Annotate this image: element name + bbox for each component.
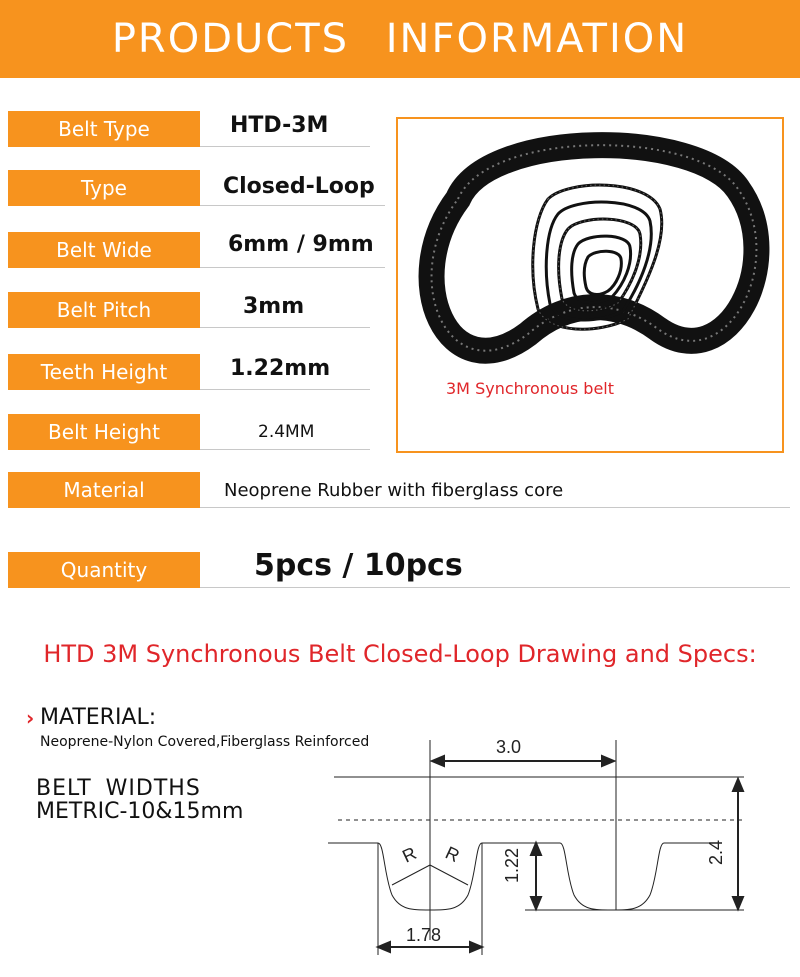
belt-widths-heading: BELT WIDTHS [36, 776, 201, 801]
header-banner [0, 0, 800, 78]
dim-total-height-label: 2.4 [706, 839, 726, 865]
spec-divider [200, 146, 370, 147]
dim-tooth-height-label: 1.22 [502, 847, 522, 883]
spec-label: Belt Height [8, 414, 200, 450]
spec-value: 2.4MM [258, 422, 315, 442]
page-title: PRODUCTS INFORMATION [111, 16, 689, 62]
product-photo-frame [396, 117, 784, 453]
spec-label: Type [8, 170, 200, 206]
belt-widths-metric: METRIC-10&15mm [36, 799, 244, 824]
spec-value: HTD-3M [230, 113, 329, 138]
radius-label-right: R [442, 842, 463, 867]
spec-label: Belt Pitch [8, 292, 200, 328]
spec-label: Quantity [8, 552, 200, 588]
dim-pitch-label: 3.0 [496, 737, 522, 757]
spec-value: 5pcs / 10pcs [254, 548, 463, 583]
material-heading: MATERIAL: [40, 705, 157, 730]
drawing-section-title: HTD 3M Synchronous Belt Closed-Loop Drawing and Specs: [43, 640, 757, 668]
material-description: Neoprene-Nylon Covered,Fiberglass Reinforced [40, 734, 370, 750]
spec-label: Belt Wide [8, 232, 200, 268]
spec-value: Neoprene Rubber with fiberglass core [224, 480, 564, 501]
chevron-right-icon: › [26, 706, 35, 730]
spec-label: Teeth Height [8, 354, 200, 390]
photo-caption: 3M Synchronous belt [446, 379, 614, 398]
tooth-profile-drawing [320, 725, 760, 965]
spec-divider [200, 267, 385, 268]
spec-divider [200, 507, 790, 508]
spec-value: Closed-Loop [223, 174, 375, 199]
spec-divider [200, 389, 370, 390]
spec-value: 6mm / 9mm [228, 232, 374, 257]
spec-divider [200, 587, 790, 588]
belt-loops-image [398, 119, 782, 451]
radius-label-left: R [399, 843, 420, 867]
spec-divider [200, 449, 370, 450]
spec-value: 3mm [243, 294, 305, 319]
spec-divider [200, 327, 370, 328]
spec-divider [200, 205, 385, 206]
dim-tooth-width-label: 1.78 [406, 925, 442, 945]
spec-value: 1.22mm [230, 356, 331, 381]
spec-label: Belt Type [8, 111, 200, 147]
spec-label: Material [8, 472, 200, 508]
